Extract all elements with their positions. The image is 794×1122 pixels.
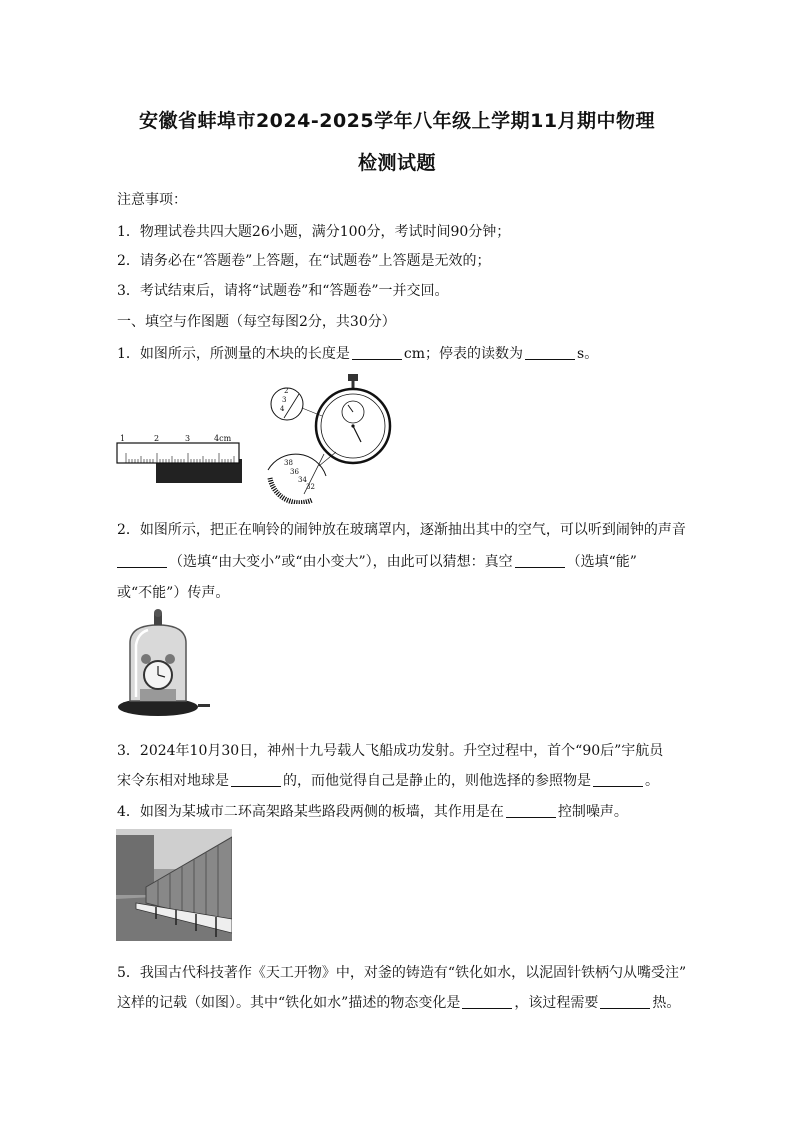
- ruler-label-1: 1: [120, 434, 126, 443]
- stopwatch-crown: [348, 374, 358, 381]
- notice-item-1: 1．物理试卷共四大题26小题，满分100分，考试时间90分钟；: [117, 224, 511, 240]
- q3-text-b: 的，而他觉得自己是静止的，则他选择的参照物是: [283, 773, 591, 789]
- question-2-line-3: 或“不能”）传声。: [117, 585, 230, 601]
- clock-bell-right: [165, 654, 175, 664]
- q2-text-a: （选填“由大变小”或“由小变大”），由此可以猜想：真空: [169, 554, 513, 570]
- q1-blank-time[interactable]: [525, 345, 575, 360]
- highway-photo: [116, 829, 232, 941]
- stopwatch-figure: [264, 374, 394, 504]
- bell-jar-figure: [116, 609, 212, 721]
- q5-blank-change[interactable]: [462, 994, 512, 1009]
- question-2-line-1: 2．如图所示，把正在响铃的闹钟放在玻璃罩内，逐渐抽出其中的空气，可以听到闹钟的声音: [117, 522, 686, 538]
- q2-text-b: （选填“能”: [566, 554, 637, 570]
- q3-text-c: 。: [645, 773, 659, 789]
- large-dial-label-36: 36: [290, 468, 299, 476]
- ruler-figure: [116, 425, 242, 483]
- question-3-line-1: 3．2024年10月30日，神州十九号载人飞船成功发射。升空过程中，首个“90后”宇航员: [117, 743, 664, 759]
- q5-text-a: 这样的记载（如图）。其中“铁化如水”描述的物态变化是: [117, 995, 461, 1011]
- ruler-label-4cm: 4cm: [214, 434, 232, 443]
- q5-text-b: ，该过程需要: [514, 995, 599, 1011]
- q2-blank-vacuum[interactable]: [515, 553, 565, 568]
- notice-heading: 注意事项：: [117, 192, 187, 208]
- question-5-line-2: [117, 992, 680, 1012]
- q5-text-c: 热。: [652, 995, 681, 1011]
- small-dial-label-3: 3: [282, 396, 287, 404]
- question-2-line-2: [117, 551, 637, 571]
- q1-blank-length[interactable]: [352, 345, 402, 360]
- ruler-label-2: 2: [154, 434, 160, 443]
- notice-item-2: 2．请务必在“答题卷”上答题，在“试题卷”上答题是无效的；: [117, 253, 491, 269]
- section-heading: 一、填空与作图题（每空每图2分，共30分）: [117, 314, 396, 330]
- large-dial-label-32: 32: [306, 483, 315, 491]
- large-dial-label-34: 34: [298, 476, 307, 484]
- small-dial-label-4: 4: [280, 405, 285, 413]
- question-3-line-2: [117, 770, 659, 790]
- q4-text-b: 控制噪声。: [557, 804, 628, 820]
- q3-text-a: 宋令东相对地球是: [117, 773, 229, 789]
- q2-blank-sound[interactable]: [117, 553, 167, 568]
- q4-text-a: 4．如图为某城市二环高架路某些路段两侧的板墙，其作用是在: [117, 804, 504, 820]
- page-title: 安徽省蚌埠市2024-2025学年八年级上学期11月期中物理: [138, 110, 656, 132]
- question-5-line-1: 5．我国古代科技著作《天工开物》中，对釜的铸造有“铁化如水，以泥固针铁柄勺从嘴受注”: [117, 965, 687, 981]
- small-dial-label-2: 2: [284, 387, 289, 395]
- q5-blank-heat[interactable]: [600, 994, 650, 1009]
- q1-text-b: cm；停表的读数为: [403, 346, 524, 362]
- clock-bell-left: [141, 654, 151, 664]
- q4-blank-noise[interactable]: [506, 803, 556, 818]
- q3-blank-reference[interactable]: [593, 772, 643, 787]
- q1-text-c: s。: [577, 346, 599, 362]
- q1-text-a: 1．如图所示，所测量的木块的长度是: [117, 346, 350, 362]
- large-dial-label-38: 38: [284, 459, 293, 467]
- question-4: [117, 801, 628, 821]
- page-subtitle: 检测试题: [357, 152, 436, 174]
- notice-item-3: 3．考试结束后，请将“试题卷”和“答题卷”一并交回。: [117, 283, 449, 299]
- q3-blank-motion[interactable]: [231, 772, 281, 787]
- ruler-label-3: 3: [185, 434, 191, 443]
- question-1: [117, 343, 598, 363]
